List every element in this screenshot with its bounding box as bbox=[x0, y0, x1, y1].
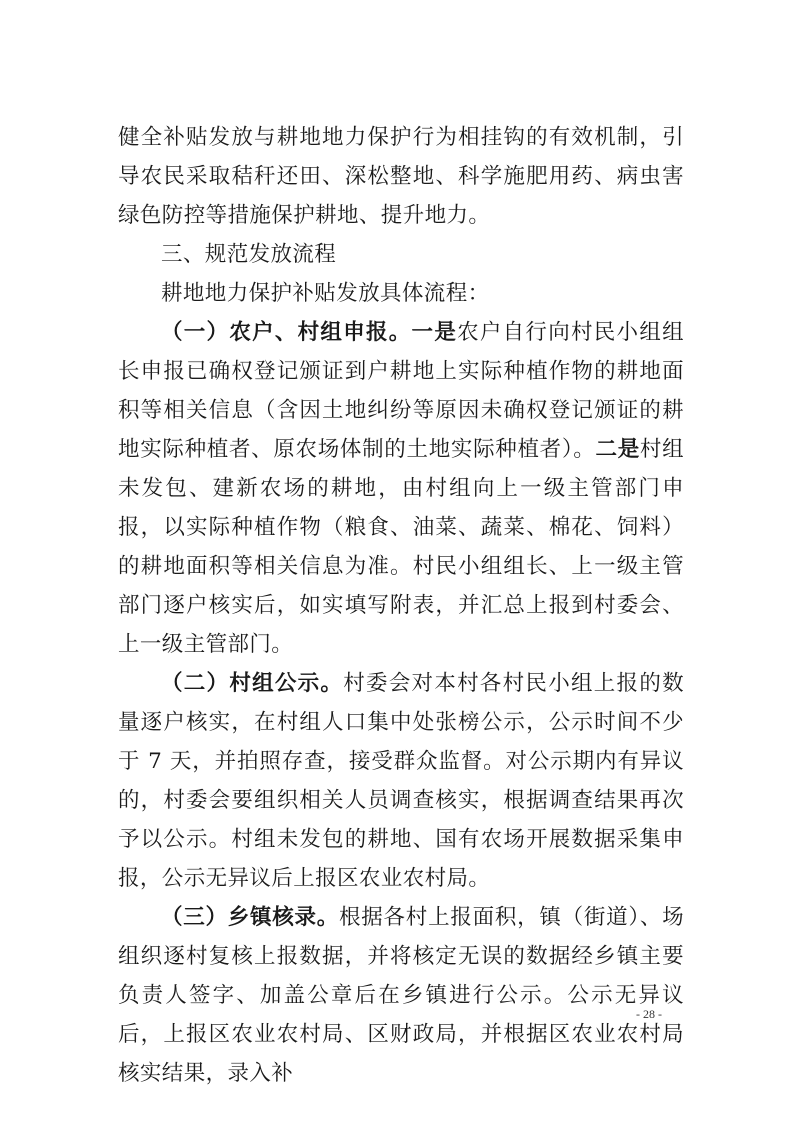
item-3-title: （三）乡镇核录。 bbox=[161, 905, 340, 930]
item-3-text: 根据各村上报面积，镇（街道）、场组织逐村复核上报数据，并将核定无误的数据经乡镇主要负责人签字、加盖公章后在乡镇进行公示。公示无异议后，上报区农业农村局、区财政局，并根据区农业农村局核实结果，录入补 bbox=[118, 905, 685, 1086]
item-1-title: （一）农户、村组申报。 bbox=[161, 320, 412, 345]
item-3-paragraph bbox=[118, 898, 684, 1093]
section-heading: 三、规范发放流程 bbox=[161, 242, 337, 267]
item-2-title: （二）村组公示。 bbox=[161, 671, 344, 696]
intro-paragraph: 耕地地力保护补贴发放具体流程： bbox=[161, 281, 490, 306]
item-1-text-b: 村组未发包、建新农场的耕地，由村组向上一级主管部门申报，以实际种植作物（粮食、油菜、蔬菜、棉花、饲料）的耕地面积等相关信息为准。村民小组组长、上一级主管部门逐户核实后，如实填写附表，并汇总上报到村委会、上一级主管部门。 bbox=[118, 437, 684, 657]
item-2-text: 村委会对本村各村民小组上报的数量逐户核实，在村组人口集中处张榜公示，公示时间不少于 7 天，并拍照存查，接受群众监督。对公示期内有异议的，村委会要组织相关人员调查核实，根据调查结果再次予以公示。村组未发包的耕地、国有农场开展数据采集申报，公示无异议后上报区农业农村局。 bbox=[118, 671, 684, 891]
paragraph-continuation: 健全补贴发放与耕地地力保护行为相挂钩的有效机制，引导农民采取秸秆还田、深松整地、科学施肥用药、病虫害绿色防控等措施保护耕地、提升地力。 bbox=[118, 125, 684, 228]
item-1-paragraph bbox=[118, 313, 684, 664]
page-number: - 28 - bbox=[636, 1007, 662, 1021]
item-1-second-marker: 二是 bbox=[595, 437, 640, 462]
body-text bbox=[118, 118, 684, 1093]
item-1-first-marker: 一是 bbox=[411, 320, 458, 345]
item-1-text-a: 农户自行向村民小组组长申报已确权登记颁证到户耕地上实际种植作物的耕地面积等相关信息（含因土地纠纷等原因未确权登记颁证的耕地实际种植者、原农场体制的土地实际种植者）。 bbox=[118, 320, 684, 462]
item-2-paragraph bbox=[118, 664, 684, 898]
